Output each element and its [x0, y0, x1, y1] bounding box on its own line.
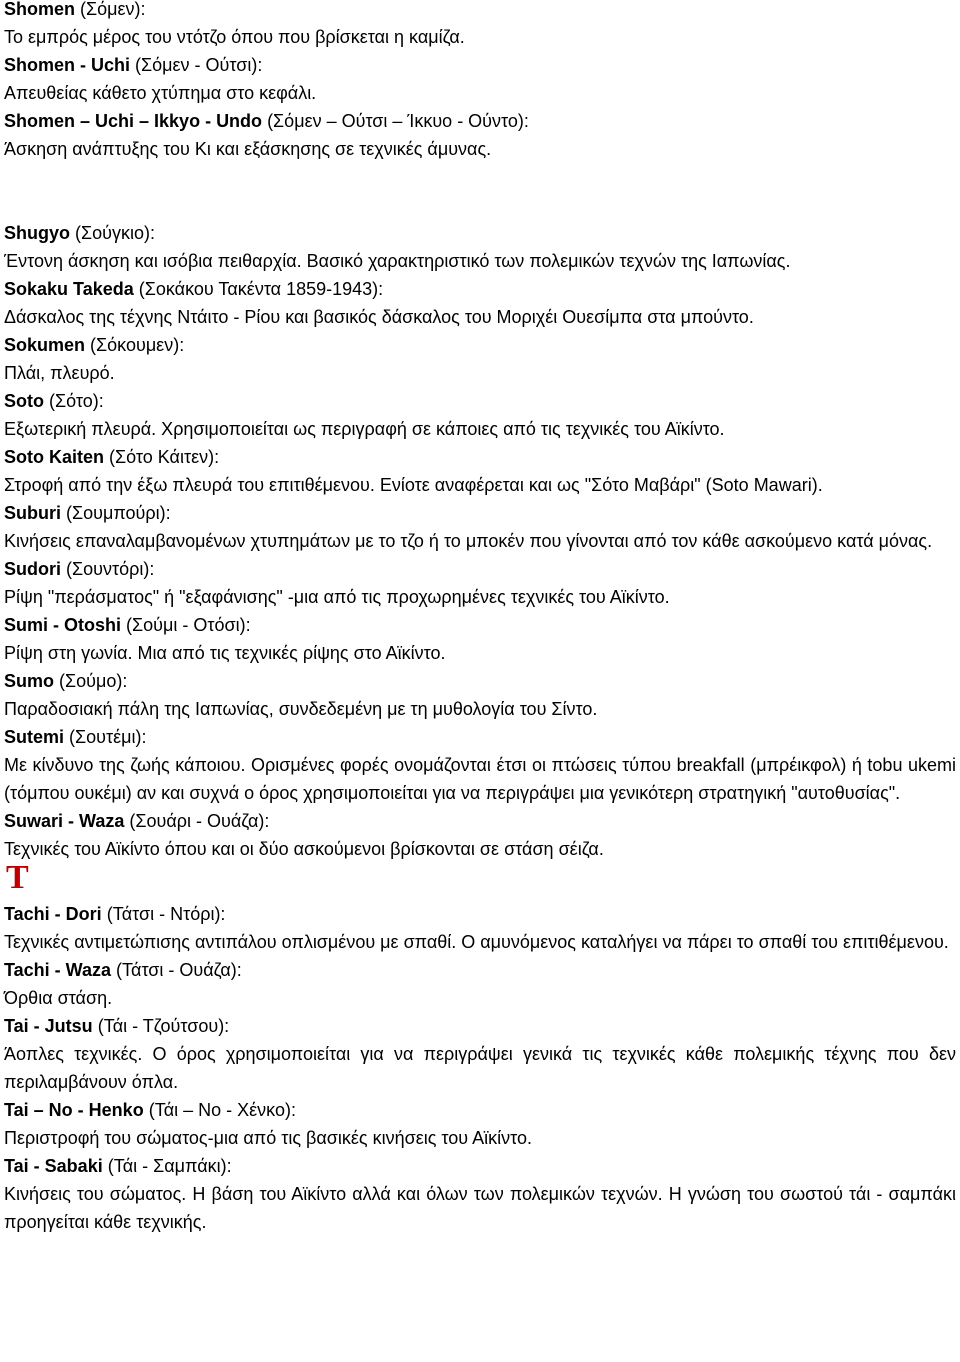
term-greek-transliteration: (Τάτσι - Ντόρι): — [106, 904, 226, 924]
term-name: Shomen – Uchi – Ikkyo - Undo — [4, 111, 263, 131]
glossary-term — [4, 1096, 956, 1124]
term-greek-transliteration: (Σούμο): — [59, 671, 128, 691]
glossary-term — [4, 956, 956, 984]
glossary-term — [4, 107, 956, 135]
term-name: Shugyo — [4, 223, 70, 243]
term-definition: Δάσκαλος της τέχνης Ντάιτο - Ρίου και βασικός δάσκαλος του Μοριχέι Ουεσίμπα στα μπούντο. — [4, 307, 754, 327]
term-greek-transliteration: (Σουντόρι): — [66, 559, 155, 579]
term-definition: Τεχνικές αντιμετώπισης αντιπάλου οπλισμένου με σπαθί. Ο αμυνόμενος καταλήγει να πάρει το σπαθί του επιτιθέμενου. — [4, 932, 949, 952]
term-definition: Παραδοσιακή πάλη της Ιαπωνίας, συνδεδεμένη με τη μυθολογία του Σίντο. — [4, 699, 598, 719]
term-definition: Έντονη άσκηση και ισόβια πειθαρχία. Βασικό χαρακτηριστικό των πολεμικών τεχνών της Ιαπωνίας. — [4, 251, 791, 271]
glossary-term — [4, 723, 956, 751]
term-definition: Στροφή από την έξω πλευρά του επιτιθέμενου. Ενίοτε αναφέρεται και ως "Σότο Μαβάρι" (Soto Mawari). — [4, 475, 823, 495]
glossary-term — [4, 275, 956, 303]
term-name: Tachi - Waza — [4, 960, 112, 980]
term-greek-transliteration: (Σουάρι - Ουάζα): — [129, 811, 270, 831]
glossary-term — [4, 0, 956, 23]
term-greek-transliteration: (Σουμπούρι): — [66, 503, 171, 523]
glossary-term — [4, 387, 956, 415]
glossary-term — [4, 1012, 956, 1040]
term-greek-transliteration: (Τάι – Νο - Χένκο): — [148, 1100, 296, 1120]
term-name: Sokumen — [4, 335, 86, 355]
term-definition: Ρίψη στη γωνία. Μια από τις τεχνικές ρίψης στο Αϊκίντο. — [4, 643, 446, 663]
term-definition: Το εμπρός μέρος του ντότζο όπου που βρίσκεται η καμίζα. — [4, 27, 465, 47]
glossary-term — [4, 219, 956, 247]
term-name: Sutemi — [4, 727, 65, 747]
term-definition: Απευθείας κάθετο χτύπημα στο κεφάλι. — [4, 83, 317, 103]
term-greek-transliteration: (Σότο Κάιτεν): — [109, 447, 220, 467]
glossary-page — [4, 0, 956, 1236]
term-greek-transliteration: (Σούγκιο): — [75, 223, 155, 243]
glossary-term — [4, 331, 956, 359]
term-greek-transliteration: (Τάι - Τζούτσου): — [97, 1016, 230, 1036]
glossary-section-s — [4, 0, 956, 863]
term-greek-transliteration: (Σόκουμεν): — [90, 335, 185, 355]
term-greek-transliteration: (Σότο): — [49, 391, 104, 411]
term-name: Shomen - Uchi — [4, 55, 131, 75]
term-name: Shomen — [4, 0, 76, 19]
term-greek-transliteration: (Σόμεν - Ούτσι): — [135, 55, 263, 75]
term-greek-transliteration: (Σούμι - Οτόσι): — [126, 615, 251, 635]
glossary-term — [4, 807, 956, 835]
glossary-term — [4, 611, 956, 639]
term-greek-transliteration: (Σόμεν – Ούτσι – Ίκκυο - Ούντο): — [267, 111, 529, 131]
term-name: Tai - Jutsu — [4, 1016, 93, 1036]
term-name: Suburi — [4, 503, 61, 523]
term-name: Soto Kaiten — [4, 447, 105, 467]
term-greek-transliteration: (Σοκάκου Τακέντα 1859-1943): — [138, 279, 384, 299]
letter-heading-t: T — [6, 859, 29, 896]
glossary-term — [4, 900, 956, 928]
term-greek-transliteration: (Τάι - Σαμπάκι): — [107, 1156, 232, 1176]
term-name: Tai – No - Henko — [4, 1100, 144, 1120]
term-name: Suwari - Waza — [4, 811, 125, 831]
term-definition: Όρθια στάση. — [4, 988, 113, 1008]
term-definition: Κινήσεις του σώματος. Η βάση του Αϊκίντο αλλά και όλων των πολεμικών τεχνών. Η γνώση του σωστού τάι - σαμπάκι προηγείται κάθε τεχνικής. — [4, 1184, 956, 1232]
glossary-term — [4, 555, 956, 583]
term-name: Tachi - Dori — [4, 904, 102, 924]
term-name: Tai - Sabaki — [4, 1156, 103, 1176]
term-definition: Πλάι, πλευρό. — [4, 363, 115, 383]
term-name: Sudori — [4, 559, 61, 579]
term-definition: Άοπλες τεχνικές. Ο όρος χρησιμοποιείται για να περιγράψει γενικά τις τεχνικές κάθε πολεμικής τέχνης που δεν περιλαμβάνουν όπλα. — [4, 1044, 956, 1092]
term-name: Sumo — [4, 671, 55, 691]
term-definition: Άσκηση ανάπτυξης του Κι και εξάσκησης σε τεχνικές άμυνας. — [4, 139, 492, 159]
glossary-term — [4, 51, 956, 79]
term-name: Sumi - Otoshi — [4, 615, 121, 635]
term-definition: Ρίψη "περάσματος" ή "εξαφάνισης" -μια από τις προχωρημένες τεχνικές του Αϊκίντο. — [4, 587, 670, 607]
term-definition: Με κίνδυνο της ζωής κάποιου. Ορισμένες φορές ονομάζονται έτσι οι πτώσεις τύπου breakfall (μπρέικφολ) ή tobu ukemi (τόμπου ουκέμι) αν και συχνά ο όρος χρησιμοποιείται για να περιγράψει μια γενικότερη στρατηγική "αυτοθυσίας". — [4, 755, 956, 803]
term-name: Soto — [4, 391, 44, 411]
term-name: Sokaku Takeda — [4, 279, 134, 299]
glossary-section-t — [4, 900, 956, 1236]
paragraph-spacer — [4, 163, 956, 219]
term-greek-transliteration: (Τάτσι - Ουάζα): — [116, 960, 242, 980]
term-greek-transliteration: (Σόμεν): — [80, 0, 146, 19]
glossary-term — [4, 499, 956, 527]
glossary-term — [4, 667, 956, 695]
term-definition: Εξωτερική πλευρά. Χρησιμοποιείται ως περιγραφή σε κάποιες από τις τεχνικές του Αϊκίντο. — [4, 419, 725, 439]
term-definition: Περιστροφή του σώματος-μια από τις βασικές κινήσεις του Αϊκίντο. — [4, 1128, 532, 1148]
term-definition: Κινήσεις επαναλαμβανομένων χτυπημάτων με το τζο ή το μποκέν που γίνονται από τον κάθε ασκούμενο κατά μόνας. — [4, 531, 933, 551]
term-greek-transliteration: (Σουτέμι): — [69, 727, 147, 747]
glossary-term — [4, 1152, 956, 1180]
term-definition: Τεχνικές του Αϊκίντο όπου και οι δύο ασκούμενοι βρίσκονται σε στάση σέιζα. — [4, 839, 604, 859]
glossary-term — [4, 443, 956, 471]
